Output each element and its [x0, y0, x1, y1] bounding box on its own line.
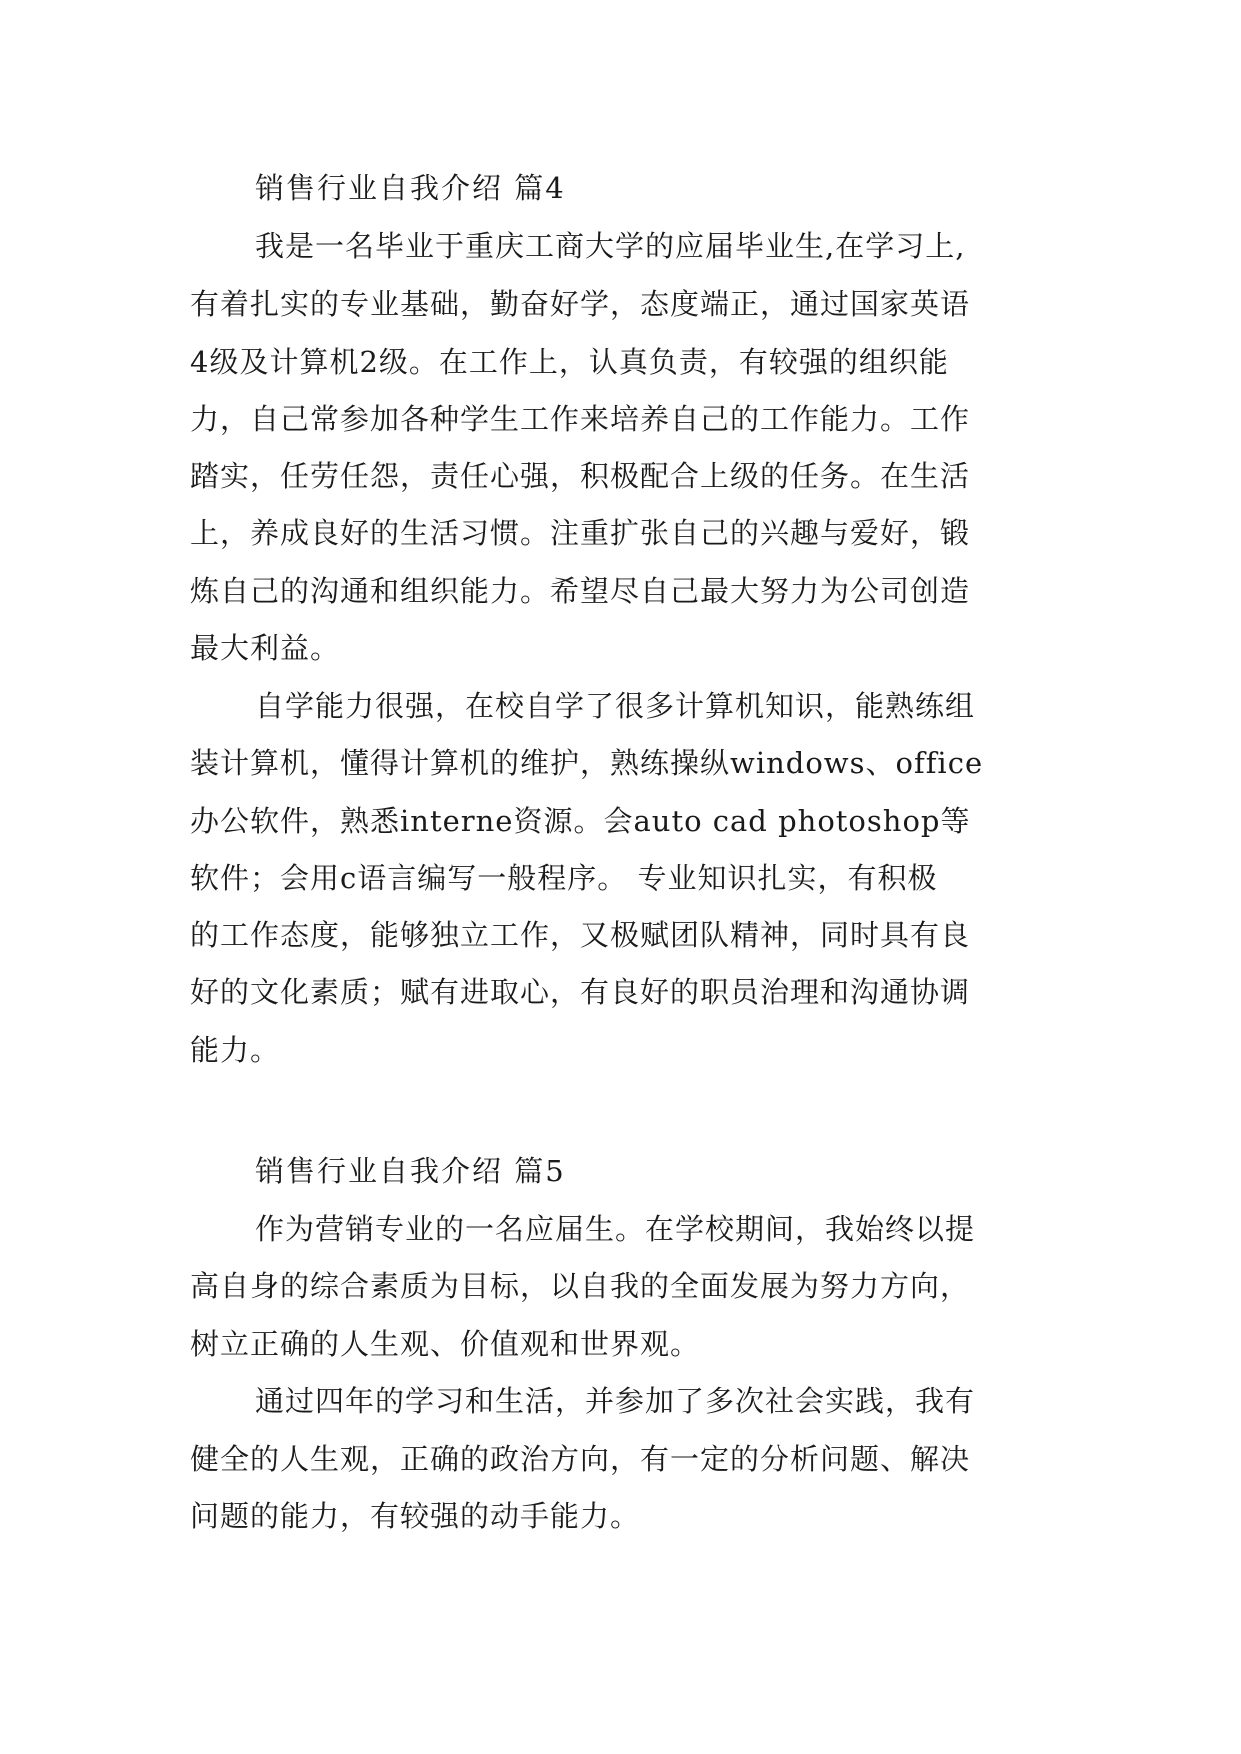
text-line: 有着扎实的专业基础，勤奋好学，态度端正，通过国家英语	[190, 287, 971, 321]
text-line: 自学能力很强，在校自学了很多计算机知识，能熟练组	[255, 689, 976, 723]
text-line: 我是一名毕业于重庆工商大学的应届毕业生,在学习上,	[255, 229, 966, 263]
text-line: 上，养成良好的生活习惯。注重扩张自己的兴趣与爱好，锻	[190, 516, 971, 550]
text-line: 踏实，任劳任怨，责任心强，积极配合上级的任务。在生活	[190, 459, 971, 493]
text-line: 健全的人生观，正确的政治方向，有一定的分析问题、解决	[190, 1442, 971, 1476]
text-line: 软件；会用c语言编写一般程序。 专业知识扎实，有积极	[190, 861, 938, 895]
text-line: 能力。	[190, 1033, 281, 1067]
text-line: 通过四年的学习和生活，并参加了多次社会实践，我有	[255, 1384, 976, 1418]
text-line: 高自身的综合素质为目标，以自我的全面发展为努力方向，	[190, 1269, 971, 1303]
text-line: 力，自己常参加各种学生工作来培养自己的工作能力。工作	[190, 402, 971, 436]
section-heading: 销售行业自我介绍 篇4	[255, 171, 566, 205]
text-line: 作为营销专业的一名应届生。在学校期间，我始终以提	[255, 1212, 976, 1246]
text-line: 好的文化素质；赋有进取心，有良好的职员治理和沟通协调	[190, 975, 971, 1009]
section-heading: 销售行业自我介绍 篇5	[255, 1154, 566, 1188]
text-line: 炼自己的沟通和组织能力。希望尽自己最大努力为公司创造	[190, 574, 971, 608]
text-line: 问题的能力，有较强的动手能力。	[190, 1499, 641, 1533]
text-line: 办公软件，熟悉interne资源。会auto cad photoshop等	[190, 804, 971, 838]
text-line: 的工作态度，能够独立工作，又极赋团队精神，同时具有良	[190, 918, 971, 952]
text-line: 装计算机，懂得计算机的维护，熟练操纵windows、office	[190, 746, 984, 780]
text-line: 最大利益。	[190, 631, 341, 665]
text-line: 4级及计算机2级。在工作上，认真负责，有较强的组织能	[190, 345, 949, 379]
text-line: 树立正确的人生观、价值观和世界观。	[190, 1327, 701, 1361]
